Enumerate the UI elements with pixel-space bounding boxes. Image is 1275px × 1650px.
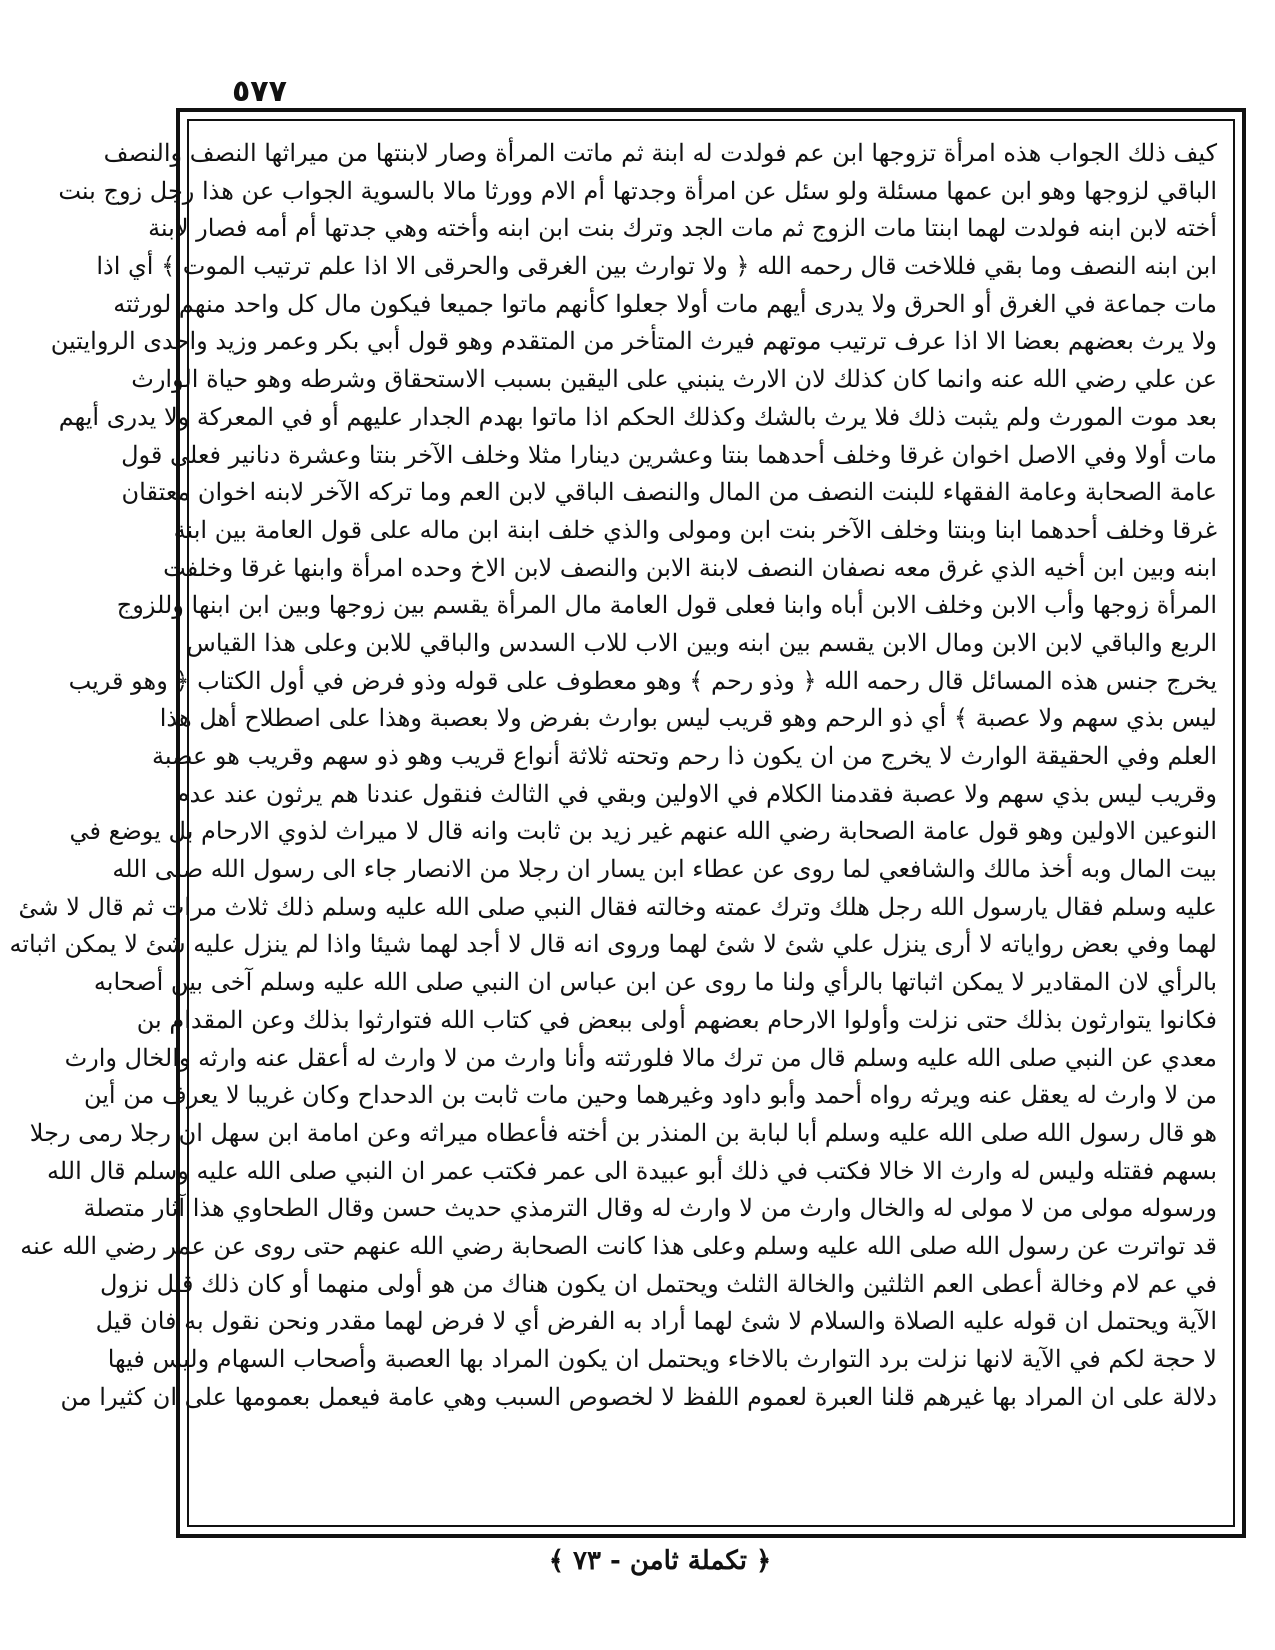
text-line: غرقا وخلف أحدهما ابنا وبنتا وخلف الآخر بنت ابن ومولى والذي خلف ابنة ابن ماله على قول العامة بين ابنة <box>173 515 1217 544</box>
text-line: ولا يرث بعضهم بعضا الا اذا عرف ترتيب موتهم فيرث المتأخر من المتقدم وهو قول أبي بكر وعمر وزيد واحدى الروايتين <box>50 327 1217 356</box>
text-line: الآية ويحتمل ان قوله عليه الصلاة والسلام لا شئ لهما أراد به الفرض أي لا فرض لهما مقدر ونحن نقول به فان قيل <box>95 1307 1217 1336</box>
text-line: بسهم فقتله وليس له وارث الا خالا فكتب في ذلك أبو عبيدة الى عمر فكتب عمر ان النبي صلى الله عليه وسلم قال الله <box>46 1156 1217 1185</box>
text-line: عليه وسلم فقال يارسول الله رجل هلك وترك عمته وخالته فقال النبي صلى الله عليه وسلم ذلك ثلاث مرات ثم قال لا شئ <box>18 892 1217 921</box>
text-line: الربع والباقي لابن الابن ومال الابن يقسم بين ابنه وبين الاب للاب السدس والباقي للابن وعلى هذا القياس <box>186 628 1217 657</box>
page-footer: ﴿ تكملة ثامن - ٧٣ ﴾ <box>548 1546 772 1576</box>
text-line <box>205 1416 1217 1454</box>
text-line: النوعين الاولين وهو قول عامة الصحابة رضي الله عنهم غير زيد بن ثابت وانه قال لا ميراث لذوي الارحام بل يوضع في <box>69 817 1217 846</box>
text-line: لا حجة لكم في الآية لانها نزلت برد التوارث بالاخاء ويحتمل ان يكون المراد بها العصبة وأصحاب السهام وليس فيها <box>107 1345 1217 1373</box>
text-line: يخرج جنس هذه المسائل قال رحمه الله ﴿ وذو رحم ﴾ وهو معطوف على قوله وذو فرض في أول الكتاب ﴿ وهو قريب <box>68 666 1217 695</box>
text-line: لهما وفي بعض رواياته لا أرى ينزل علي شئ لا شئ لهما وروى انه قال لا أجد لهما شيئا واذا لم ينزل عليه شئ لا يمكن اثباته <box>9 930 1217 959</box>
text-line: مات أولا وفي الاصل اخوان غرقا وخلف أحدهما بنتا وعشرين دينارا مثلا وخلف الآخر بنتا وعشرة دنانير فعلى قول <box>121 440 1217 469</box>
text-line: بالرأي لان المقادير لا يمكن اثباتها بالرأي ولنا ما روى عن ابن عباس ان النبي صلى الله عليه وسلم آخى بين أصحابه <box>93 968 1217 997</box>
text-line: أخته لابن ابنه فولدت لهما ابنتا مات الزوج ثم مات الجد وترك بنت ابن ابنه وأخته وهي جدتها أم أمه فصار لابنة <box>148 214 1217 243</box>
inner-border <box>9 119 1235 1527</box>
text-line: ابن ابنه النصف وما بقي فللاخت قال رحمه الله ﴿ ولا توارث بين الغرقى والحرقى الا اذا علم ترتيب الموت ﴾ أي اذا <box>96 252 1217 281</box>
text-line: مات جماعة في الغرق أو الحرق ولا يدرى أيهم مات أولا جعلوا كأنهم ماتوا جميعا فيكون مال كل واحد منهم لورثته <box>113 289 1217 318</box>
text-line: فكانوا يتوارثون بذلك حتى نزلت وأولوا الارحام بعضهم أولى ببعض في كتاب الله فتوارثوا بذلك وعن المقدام بن <box>136 1005 1217 1034</box>
text-line: دلالة على ان المراد بها غيرهم قلنا العبرة لعموم اللفظ لا لخصوص السبب وهي عامة فيعمل بعمومها على ان كثيرا من <box>60 1382 1217 1411</box>
text-line: هو قال رسول الله صلى الله عليه وسلم أبا لبابة بن المنذر بن أخته فأعطاه ميراثه وعن امامة ابن سهل ان رجلا رمى رجلا <box>29 1118 1217 1147</box>
page-number: ٥٧٧ <box>232 74 287 109</box>
text-line: العلم وفي الحقيقة الوارث لا يخرج من ان يكون ذا رحم وتحته ثلاثة أنواع قريب وهو ذو سهم وقريب هو عصبة <box>152 742 1217 770</box>
text-line: الباقي لزوجها وهو ابن عمها مسئلة ولو سئل عن امرأة وجدتها أم الام وورثا مالا بالسوية الجواب عن هذا رجل زوج بنت <box>58 176 1217 205</box>
text-line: ليس بذي سهم ولا عصبة ﴾ أي ذو الرحم وهو قريب ليس بوارث بفرض ولا بعصبة وهذا على اصطلاح أهل هذا <box>159 704 1217 733</box>
text-line: ورسوله مولى من لا مولى له والخال وارث من لا وارث له وقال الترمذي حديث حسن وقال الطحاوي هذا آثار متصلة <box>83 1194 1217 1223</box>
text-line: معدي عن النبي صلى الله عليه وسلم قال من ترك مالا فلورثته وأنا وارث من لا وارث له أعقل عنه وارثه والخال وارث <box>64 1043 1217 1072</box>
text-line: بعد موت المورث ولم يثبت ذلك فلا يرث بالشك وكذلك الحكم اذا ماتوا بهدم الجدار عليهم أو في المعركة ولا يدرى أيهم <box>58 402 1217 431</box>
text-body <box>9 135 1217 1515</box>
text-line: ابنه وبين ابن أخيه الذي غرق معه نصفان النصف لابنة الابن والنصف لابن الاخ وحده امرأة وابنها غرقا وخلفت <box>163 553 1217 582</box>
page-border <box>9 108 1246 1538</box>
text-line: قد تواترت عن رسول الله صلى الله عليه وسلم وعلى هذا كانت الصحابة رضي الله عنهم حتى روى عن عمر رضي الله عنه <box>20 1231 1217 1260</box>
text-line: المرأة زوجها وأب الابن وخلف الابن أباه وابنا فعلى قول العامة مال المرأة يقسم بين زوجها وبين ابن ابنها وللزوج <box>116 591 1217 620</box>
text-line: وقريب ليس بذي سهم ولا عصبة فقدمنا الكلام في الاولين وبقي في الثالث فنقول عندنا هم يرثون عند عدم <box>174 779 1217 808</box>
text-line: من لا وارث له يعقل عنه ويرثه رواه أحمد وأبو داود وغيرهما وحين مات ثابت بن الدحداح وكان غريبا لا يعرف من أين <box>83 1081 1217 1110</box>
text-line: بيت المال وبه أخذ مالك والشافعي لما روى عن عطاء ابن يسار ان رجلا من الانصار جاء الى رسول الله صلى الله <box>112 855 1217 884</box>
text-line: في عم لام وخالة أعطى العم الثلثين والخالة الثلث ويحتمل ان يكون هناك من هو أولى منهما أو كان ذلك قبل نزول <box>100 1269 1217 1298</box>
text-line: كيف ذلك الجواب هذه امرأة تزوجها ابن عم فولدت له ابنة ثم ماتت المرأة وصار لابنتها من ميراثها النصف والنصف <box>103 139 1217 167</box>
text-line: عن علي رضي الله عنه وانما كان كذلك لان الارث ينبني على اليقين بسبب الاستحقاق وشرطه وهو حياة الوارث <box>131 365 1217 394</box>
text-line: عامة الصحابة وعامة الفقهاء للبنت النصف من المال والنصف الباقي لابن العم وما تركه الآخر لابنه اخوان معتقان <box>121 478 1217 507</box>
